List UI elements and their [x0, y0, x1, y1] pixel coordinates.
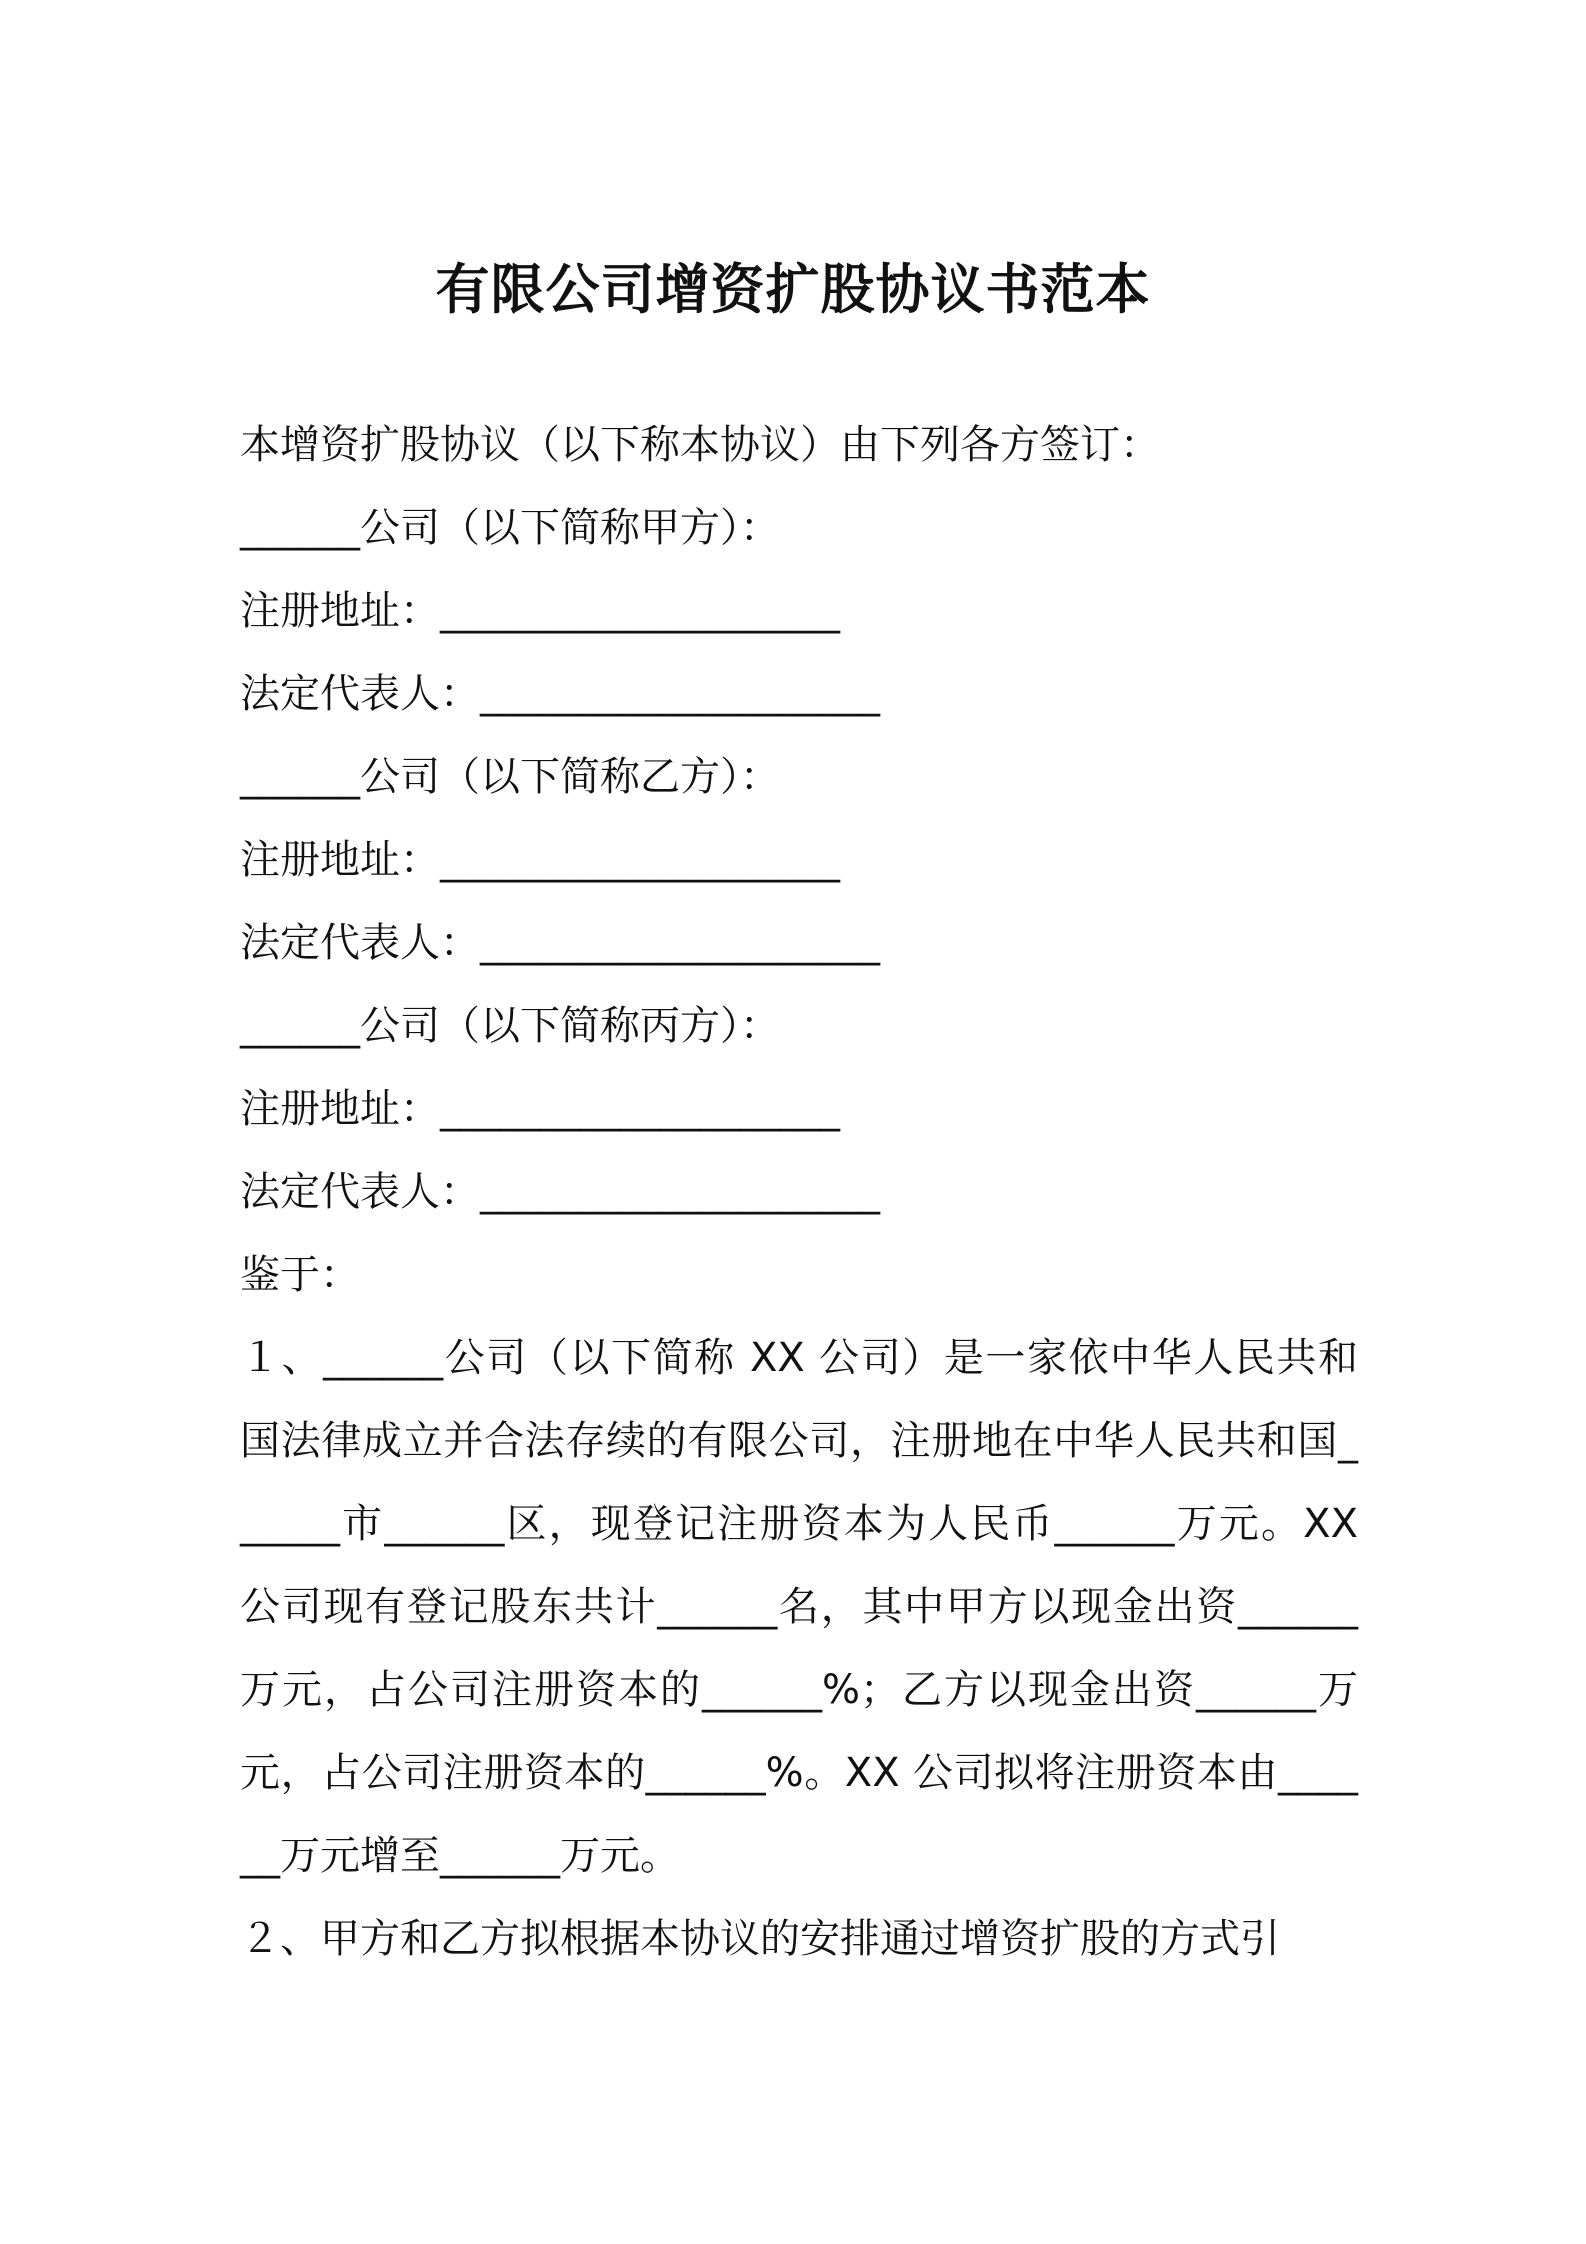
party-a-address: 注册地址：____________________ [240, 588, 840, 634]
party-a-representative: 法定代表人：____________________ [240, 671, 880, 717]
party-a-line: ______公司（以下简称甲方）： [240, 505, 780, 551]
whereas-heading: 鉴于： [240, 1252, 360, 1298]
document-body [240, 404, 1358, 1981]
clause-2-paragraph: ２、甲方和乙方拟根据本协议的安排通过增资扩股的方式引 [240, 1916, 1280, 1962]
clause-1-paragraph: １、______公司（以下简称 XX 公司）是一家依中华人民共和国法律成立并合法存续的有限公司，注册地在中华人民共和国______市______区，现登记注册资本为人民币______万元。XX 公司现有登记股东共计______名，其中甲方以现金出资______万元，占公司注册资本的______%；乙方以现金出资______万元，占公司注册资本的______%。XX 公司拟将注册资本由______万元增至______万元。 [240, 1335, 1358, 1879]
party-b-line: ______公司（以下简称乙方）： [240, 754, 780, 800]
party-b-representative: 法定代表人：____________________ [240, 920, 880, 966]
party-c-representative: 法定代表人：____________________ [240, 1169, 880, 1215]
party-c-address: 注册地址：____________________ [240, 1086, 840, 1132]
party-b-address: 注册地址：____________________ [240, 837, 840, 883]
party-c-line: ______公司（以下简称丙方）： [240, 1003, 780, 1049]
document-title: 有限公司增资扩股协议书范本 [435, 258, 1151, 321]
intro-line: 本增资扩股协议（以下称本协议）由下列各方签订： [240, 422, 1160, 468]
